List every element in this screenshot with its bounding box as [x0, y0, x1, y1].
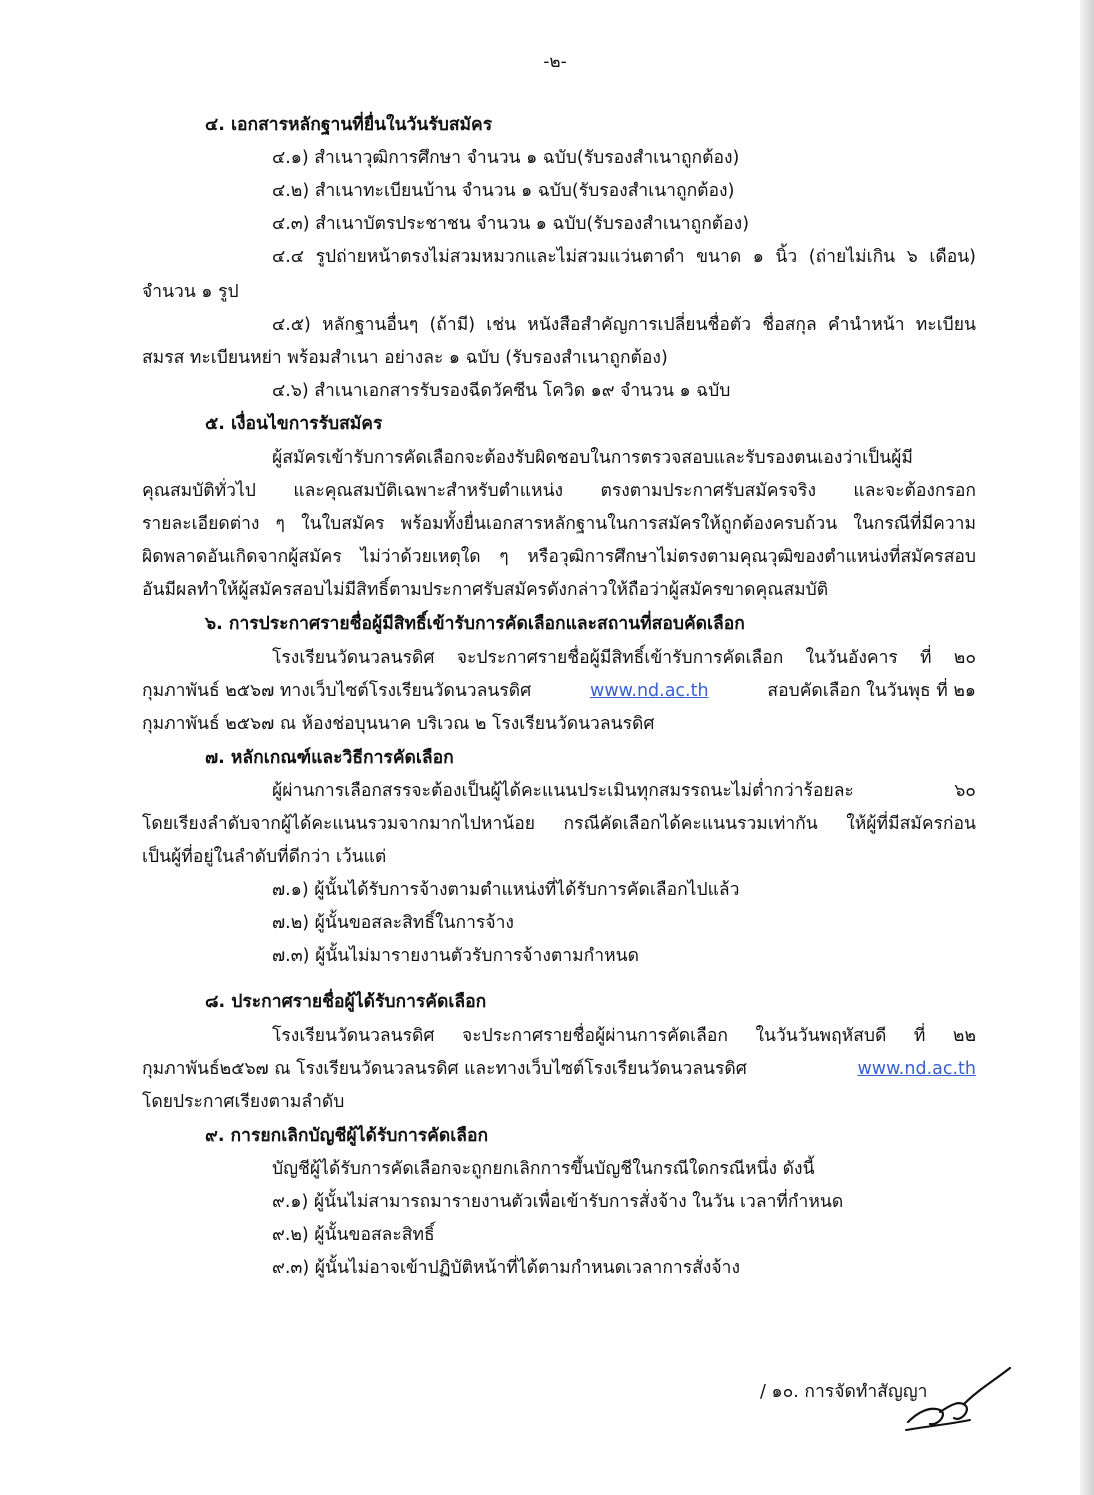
item-4-4-cont: จำนวน ๑ รูป: [142, 282, 239, 302]
section-5-line-1: ผู้สมัครเข้ารับการคัดเลือกจะต้องรับผิดชอบในการตรวจสอบและรับรองตนเองว่าเป็นผู้มี: [272, 448, 913, 468]
item-4-1: ๔.๑) สำเนาวุฒิการศึกษา จำนวน ๑ ฉบับ(รับรองสำเนาถูกต้อง): [272, 148, 740, 168]
section-6-line-2-end: สอบคัดเลือก ในวันพุธ ที่ ๒๑: [767, 681, 976, 701]
page-edge-shadow: [1080, 0, 1094, 1495]
section-5-line-5: อันมีผลทำให้ผู้สมัครสอบไม่มีสิทธิ์ตามประกาศรับสมัครดังกล่าวให้ถือว่าผู้สมัครขาดคุณสมบัติ: [142, 580, 829, 600]
section-8-heading: ๘. ประกาศรายชื่อผู้ได้รับการคัดเลือก: [205, 992, 487, 1012]
section-9-line-1: บัญชีผู้ได้รับการคัดเลือกจะถูกยกเลิกการขึ้นบัญชีในกรณีใดกรณีหนึ่ง ดังนี้: [272, 1159, 815, 1179]
signature-mark: [900, 1360, 1015, 1440]
section-8-line-2: [142, 1057, 976, 1081]
section-6-line-3: กุมภาพันธ์ ๒๕๖๗ ณ ห้องช่อบุนนาค บริเวณ ๒ โรงเรียนวัดนวลนรดิศ: [142, 714, 655, 734]
section-7-heading: ๗. หลักเกณฑ์และวิธีการคัดเลือก: [205, 748, 454, 768]
item-4-4: ๔.๔ รูปถ่ายหน้าตรงไม่สวมหมวกและไม่สวมแว่นตาดำ ขนาด ๑ นิ้ว (ถ่ายไม่เกิน ๖ เดือน): [272, 247, 976, 267]
item-4-6: ๔.๖) สำเนาเอกสารรับรองฉีดวัคซีน โควิด ๑๙ จำนวน ๑ ฉบับ: [272, 381, 731, 401]
section-6-line-1: โรงเรียนวัดนวลนรดิศ จะประกาศรายชื่อผู้มีสิทธิ์เข้ารับการคัดเลือก ในวันอังคาร ที่ ๒๐: [272, 648, 976, 668]
item-4-5-cont: สมรส ทะเบียนหย่า พร้อมสำเนา อย่างละ ๑ ฉบับ (รับรองสำเนาถูกต้อง): [142, 348, 668, 368]
continuation-note: / ๑๐. การจัดทำสัญญา: [760, 1382, 928, 1402]
item-9-2: ๙.๒) ผู้นั้นขอสละสิทธิ์: [272, 1225, 435, 1245]
section-7-line-3: เป็นผู้ที่อยู่ในลำดับที่ดีกว่า เว้นแต่: [142, 847, 387, 867]
school-website-link-2[interactable]: www.nd.ac.th: [857, 1059, 976, 1079]
item-7-3: ๗.๓) ผู้นั้นไม่มารายงานตัวรับการจ้างตามกำหนด: [272, 946, 639, 966]
section-8-line-2-text: กุมภาพันธ์๒๕๖๗ ณ โรงเรียนวัดนวลนรดิศ และทางเว็บไซต์โรงเรียนวัดนวลนรดิศ: [142, 1059, 747, 1079]
item-7-1: ๗.๑) ผู้นั้นได้รับการจ้างตามตำแหน่งที่ได้รับการคัดเลือกไปแล้ว: [272, 880, 740, 900]
section-8-line-1: โรงเรียนวัดนวลนรดิศ จะประกาศรายชื่อผู้ผ่านการคัดเลือก ในวันวันพฤหัสบดี ที่ ๒๒: [272, 1026, 976, 1046]
item-4-5: ๔.๕) หลักฐานอื่นๆ (ถ้ามี) เช่น หนังสือสำคัญการเปลี่ยนชื่อตัว ชื่อสกุล คำนำหน้า ทะเบียน: [272, 315, 976, 335]
section-5-line-3: รายละเอียดต่าง ๆ ในใบสมัคร พร้อมทั้งยื่นเอกสารหลักฐานในการสมัครให้ถูกต้องครบถ้วน ในกรณีที่มีความ: [142, 514, 976, 534]
item-9-3: ๙.๓) ผู้นั้นไม่อาจเข้าปฏิบัติหน้าที่ได้ตามกำหนดเวลาการสั่งจ้าง: [272, 1258, 741, 1278]
section-9-heading: ๙. การยกเลิกบัญชีผู้ได้รับการคัดเลือก: [205, 1126, 489, 1146]
section-6-heading: ๖. การประกาศรายชื่อผู้มีสิทธิ์เข้ารับการคัดเลือกและสถานที่สอบคัดเลือก: [205, 614, 745, 634]
section-7-line-2: โดยเรียงลำดับจากผู้ได้คะแนนรวมจากมากไปหาน้อย กรณีคัดเลือกได้คะแนนรวมเท่ากัน ให้ผู้ที่มีสมัครก่อน: [142, 814, 976, 834]
section-5-line-2: คุณสมบัติทั่วไป และคุณสมบัติเฉพาะสำหรับตำแหน่ง ตรงตามประกาศรับสมัครจริง และจะต้องกรอก: [142, 481, 976, 501]
item-4-3: ๔.๓) สำเนาบัตรประชาชน จำนวน ๑ ฉบับ(รับรองสำเนาถูกต้อง): [272, 214, 750, 234]
item-4-2: ๔.๒) สำเนาทะเบียนบ้าน จำนวน ๑ ฉบับ(รับรองสำเนาถูกต้อง): [272, 181, 735, 201]
section-6-line-2-text: กุมภาพันธ์ ๒๕๖๗ ทางเว็บไซต์โรงเรียนวัดนวลนรดิศ: [142, 681, 532, 701]
item-9-1: ๙.๑) ผู้นั้นไม่สามารถมารายงานตัวเพื่อเข้ารับการสั่งจ้าง ในวัน เวลาที่กำหนด: [272, 1192, 844, 1212]
section-7-line-1: ผู้ผ่านการเลือกสรรจะต้องเป็นผู้ได้คะแนนประเมินทุกสมรรถนะไม่ต่ำกว่าร้อยละ ๖๐: [272, 781, 976, 801]
section-5-line-4: ผิดพลาดอันเกิดจากผู้สมัคร ไม่ว่าด้วยเหตุใด ๆ หรือวุฒิการศึกษาไม่ตรงตามคุณวุฒิของตำแหน่งที่สมัครสอบ: [142, 547, 976, 567]
item-7-2: ๗.๒) ผู้นั้นขอสละสิทธิ์ในการจ้าง: [272, 913, 514, 933]
page-number: -๒-: [543, 52, 567, 72]
school-website-link[interactable]: www.nd.ac.th: [590, 681, 709, 701]
section-6-line-2: [142, 679, 976, 703]
section-8-line-3: โดยประกาศเรียงตามลำดับ: [142, 1092, 345, 1112]
section-4-heading: ๔. เอกสารหลักฐานที่ยื่นในวันรับสมัคร: [205, 115, 493, 135]
section-5-heading: ๕. เงื่อนไขการรับสมัคร: [205, 414, 383, 434]
